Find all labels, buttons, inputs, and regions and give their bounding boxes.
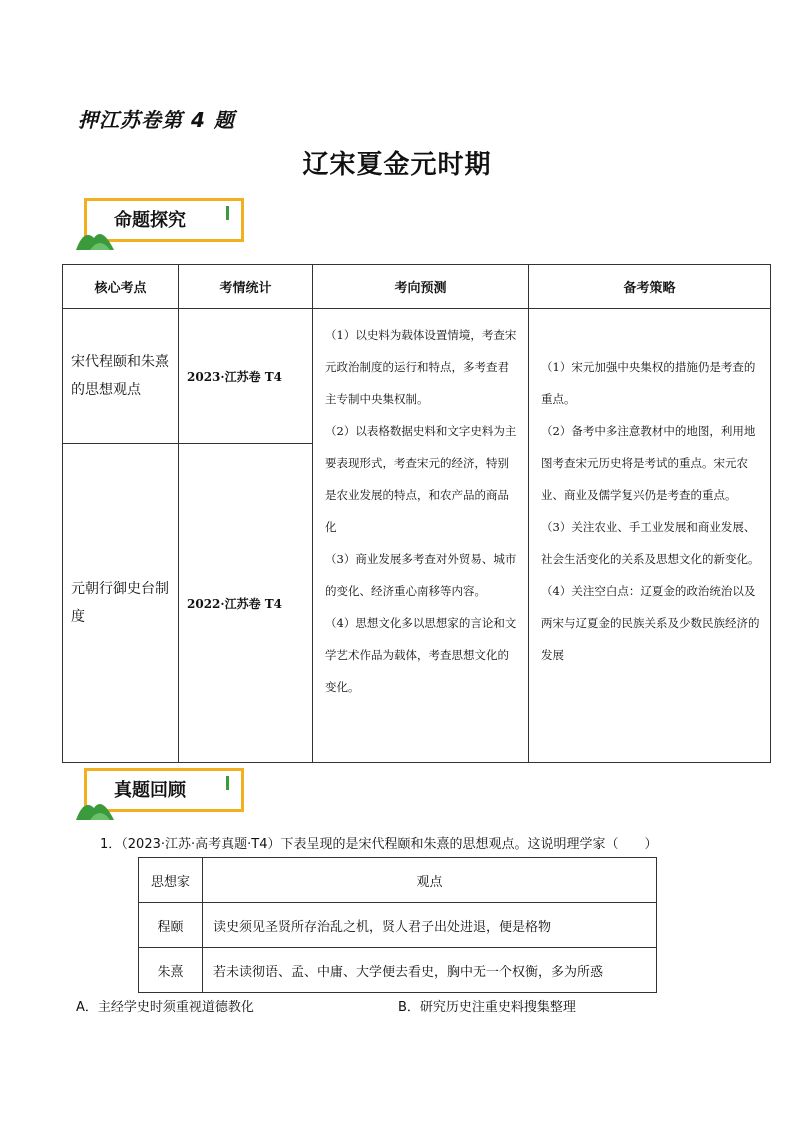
table-row xyxy=(63,309,771,444)
forecast-item: （4）思想文化多以思想家的言论和文学艺术作品为载体，考查思想文化的变化。 xyxy=(325,616,517,694)
banner-title: 真题回顾 xyxy=(114,780,186,801)
thinker-view: 若未读彻语、孟、中庸、大学便去看史，胸中无一个权衡，多为所惑 xyxy=(203,948,657,993)
core-point-cell: 宋代程颐和朱熹的思想观点 xyxy=(63,309,179,444)
statistics-cell: 2023·江苏卷 T4 xyxy=(179,309,313,444)
option-b[interactable]: B．研究历史注重史料搜集整理 xyxy=(398,1000,576,1015)
forecast-item: （3）商业发展多考查对外贸易、城市的变化、经济重心南移等内容。 xyxy=(325,552,517,598)
thinker-view: 读史须见圣贤所存治乱之机，贤人君子出处进退，便是格物 xyxy=(203,903,657,948)
strategy-item: （4）关注空白点：辽夏金的政治统治以及两宋与辽夏金的民族关系及少数民族经济的发展 xyxy=(541,584,760,662)
banner-accent-bar xyxy=(226,776,229,790)
core-point-cell: 元朝行御史台制度 xyxy=(63,444,179,763)
forecast-cell xyxy=(313,309,529,763)
strategy-item: （2）备考中多注意教材中的地图，利用地图考查宋元历史将是考试的重点。宋元农业、商业及儒学复兴仍是考查的重点。 xyxy=(541,424,756,502)
strategy-cell xyxy=(529,309,771,763)
strategy-item: （3）关注农业、手工业发展和商业发展、社会生活变化的关系及思想文化的新变化。 xyxy=(541,520,760,566)
thinker-views-table xyxy=(138,857,657,993)
header-view: 观点 xyxy=(203,858,657,903)
thinker-name: 朱熹 xyxy=(139,948,203,993)
forecast-item: （1）以史料为载体设置情境，考查宋元政治制度的运行和特点，多考查君主专制中央集权制。 xyxy=(325,328,517,406)
forecast-item: （2）以表格数据史料和文字史料为主要表现形式，考查宋元的经济，特别是农业发展的特点，和农产品的商品化 xyxy=(325,424,517,534)
strategy-item: （1）宋元加强中央集权的措施仍是考查的重点。 xyxy=(541,360,756,406)
banner-title: 命题探究 xyxy=(114,210,186,231)
header-statistics: 考情统计 xyxy=(179,265,313,309)
hills-icon xyxy=(76,794,116,820)
table-header-row xyxy=(63,265,771,309)
section-banner-zhenti xyxy=(76,768,248,822)
option-a[interactable]: A．主经学史时须重视道德教化 xyxy=(76,1000,254,1015)
page-title: 辽宋夏金元时期 xyxy=(302,150,492,180)
header-forecast: 考向预测 xyxy=(313,265,529,309)
exam-label: 押江苏卷第 4 题 xyxy=(78,108,235,132)
header-thinker: 思想家 xyxy=(139,858,203,903)
header-core-point: 核心考点 xyxy=(63,265,179,309)
banner-accent-bar xyxy=(226,206,229,220)
section-banner-mingti xyxy=(76,198,248,252)
header-strategy: 备考策略 xyxy=(529,265,771,309)
question-stem: 1．（2023·江苏·高考真题·T4）下表呈现的是宋代程颐和朱熹的思想观点。这说明理学家（ ） xyxy=(100,837,658,852)
statistics-cell: 2022·江苏卷 T4 xyxy=(179,444,313,763)
table-header-row xyxy=(139,858,657,903)
table-row xyxy=(139,903,657,948)
hills-icon xyxy=(76,224,116,250)
thinker-name: 程颐 xyxy=(139,903,203,948)
exam-plan-table xyxy=(62,264,771,763)
table-row xyxy=(139,948,657,993)
